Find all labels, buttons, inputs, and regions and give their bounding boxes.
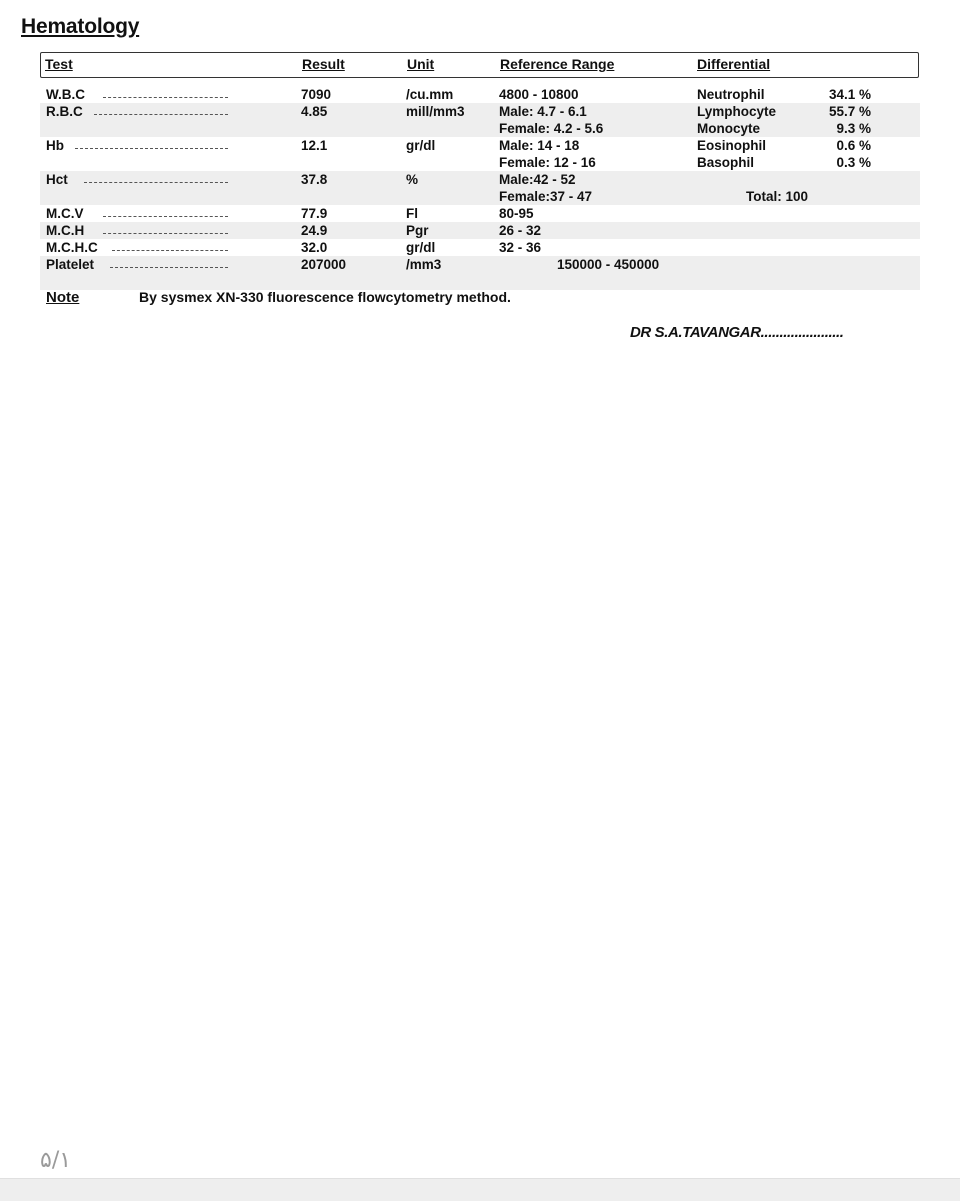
test-name: M.C.H.C [46, 240, 98, 255]
test-result: 24.9 [301, 223, 328, 238]
header-differential: Differential [697, 56, 771, 72]
test-unit: gr/dl [406, 138, 436, 153]
test-name: Hb [46, 138, 64, 153]
header-reference-range: Reference Range [500, 56, 615, 72]
test-unit: % [406, 172, 419, 187]
test-name: M.C.H [46, 223, 85, 238]
differential-name: Eosinophil [697, 138, 766, 153]
leader-line [84, 182, 228, 183]
test-unit: Fl [406, 206, 418, 221]
differential-value: 0.3 % [836, 155, 871, 170]
test-name: Hct [46, 172, 68, 187]
doctor-signature: DR S.A.TAVANGAR...................... [630, 324, 844, 341]
test-unit: Pgr [406, 223, 429, 238]
differential-value: 55.7 % [828, 104, 871, 119]
test-result: 7090 [301, 87, 332, 102]
reference-range: Male: 4.7 - 6.1 [499, 104, 587, 119]
differential-name: Basophil [697, 155, 755, 170]
note-label: Note [46, 289, 80, 306]
reference-range: Male:42 - 52 [499, 172, 576, 187]
differential-value: 34.1 % [828, 87, 871, 102]
reference-range: 32 - 36 [499, 240, 542, 255]
differential-value: 9.3 % [836, 121, 871, 136]
differential-name: Lymphocyte [697, 104, 777, 119]
leader-line [75, 148, 228, 149]
test-name: M.C.V [46, 206, 84, 221]
leader-line [110, 267, 228, 268]
note-text: By sysmex XN-330 fluorescence flowcytometry method. [139, 289, 511, 305]
reference-range: 150000 - 450000 [557, 257, 660, 272]
page-number: ۵/۱ [40, 1148, 72, 1173]
test-name: R.B.C [46, 104, 83, 119]
row-band [40, 256, 920, 290]
row-band [40, 222, 920, 239]
test-unit: /mm3 [406, 257, 442, 272]
reference-range-female: Female: 4.2 - 5.6 [499, 121, 604, 136]
test-result: 207000 [301, 257, 347, 272]
reference-range: 80-95 [499, 206, 534, 221]
differential-name: Neutrophil [697, 87, 765, 102]
test-name: W.B.C [46, 87, 85, 102]
row-band [40, 103, 920, 137]
bottom-bar [0, 1178, 960, 1201]
header-unit: Unit [407, 56, 435, 72]
test-result: 32.0 [301, 240, 328, 255]
leader-line [103, 216, 228, 217]
reference-range: 4800 - 10800 [499, 87, 579, 102]
differential-total: Total: 100 [746, 189, 809, 204]
leader-line [112, 250, 228, 251]
differential-value: 0.6 % [836, 138, 871, 153]
test-result: 12.1 [301, 138, 328, 153]
reference-range: 26 - 32 [499, 223, 542, 238]
leader-line [94, 114, 228, 115]
leader-line [103, 233, 228, 234]
reference-range-female: Female: 12 - 16 [499, 155, 596, 170]
leader-line [103, 97, 228, 98]
reference-range: Male: 14 - 18 [499, 138, 580, 153]
test-name: Platelet [46, 257, 95, 272]
reference-range-female: Female:37 - 47 [499, 189, 593, 204]
test-unit: gr/dl [406, 240, 436, 255]
test-unit: /cu.mm [406, 87, 454, 102]
header-result: Result [302, 56, 345, 72]
header-test: Test [45, 56, 73, 72]
test-result: 77.9 [301, 206, 328, 221]
differential-name: Monocyte [697, 121, 761, 136]
page-title: Hematology [21, 15, 140, 38]
test-result: 37.8 [301, 172, 328, 187]
table-header [40, 52, 919, 78]
test-result: 4.85 [301, 104, 328, 119]
test-unit: mill/mm3 [406, 104, 465, 119]
